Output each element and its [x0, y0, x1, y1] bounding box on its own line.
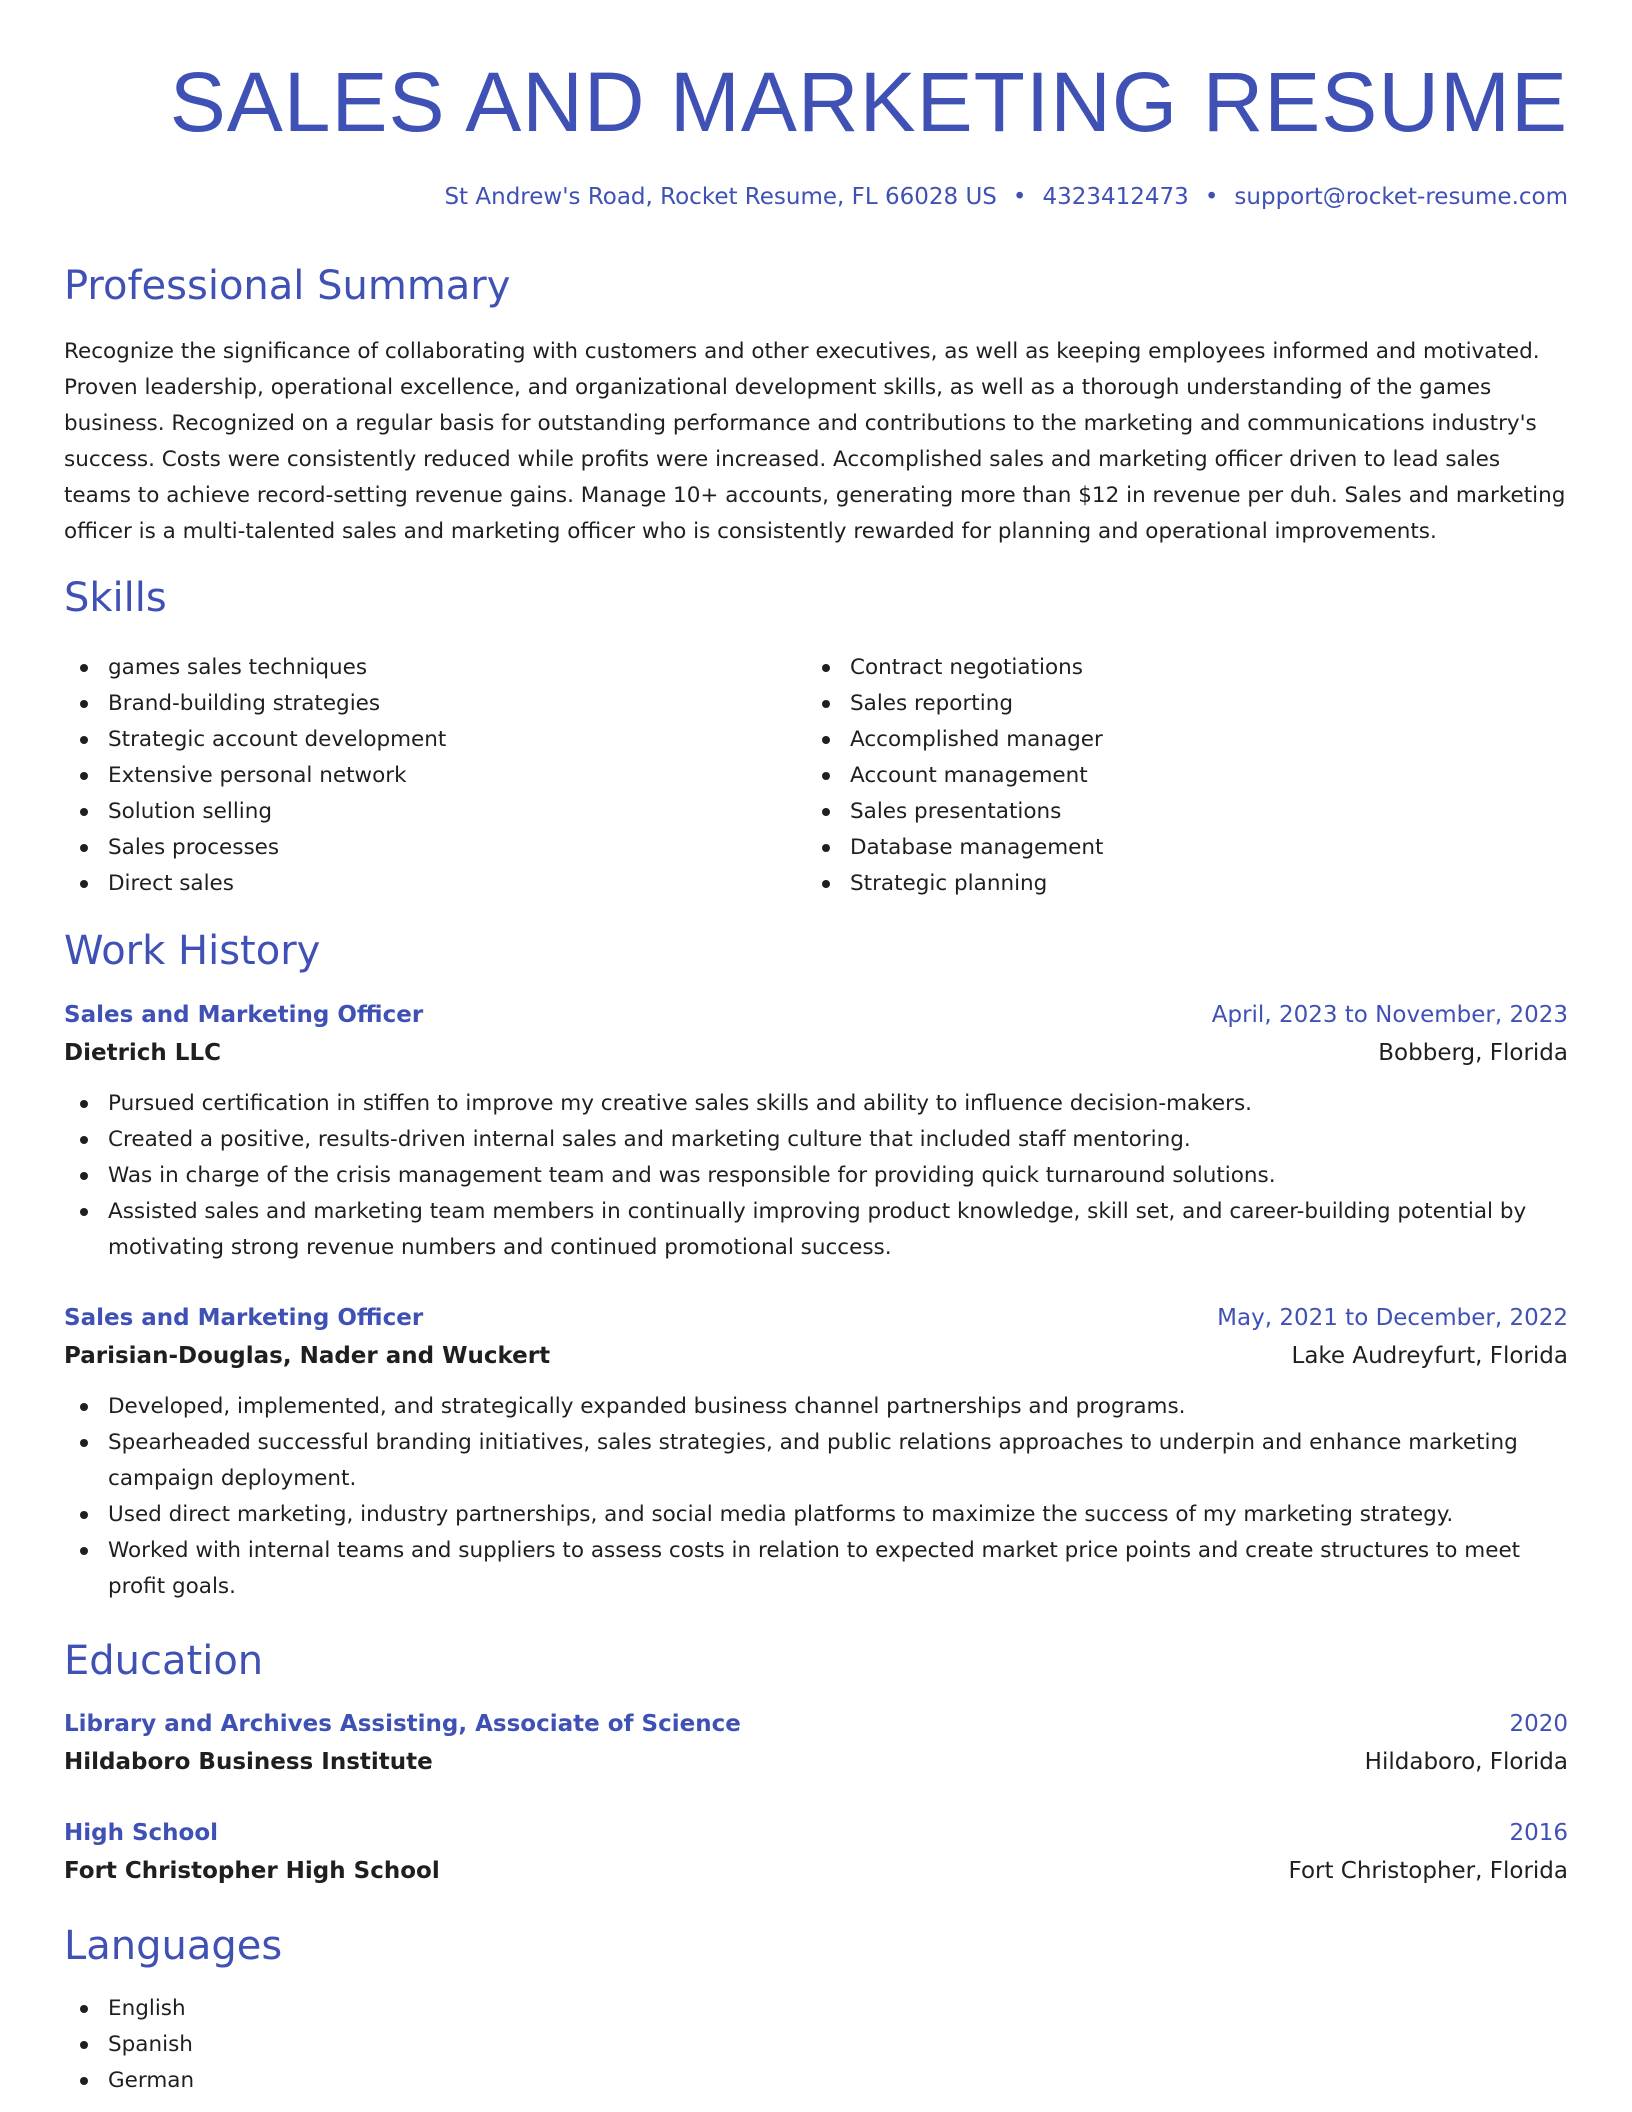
section-heading-education: Education: [64, 1638, 264, 1684]
resume-title: SALES AND MARKETING RESUME: [169, 55, 1568, 149]
job-title: Sales and Marketing Officer: [64, 1305, 424, 1331]
skill-item: Extensive personal network: [64, 758, 764, 794]
skill-item: Direct sales: [64, 866, 764, 902]
language-item: German: [64, 2063, 1568, 2099]
skill-item: Accomplished manager: [806, 722, 1506, 758]
education-school: Fort Christopher High School: [64, 1858, 440, 1884]
language-item: English: [64, 1991, 1568, 2027]
job-employer: Parisian-Douglas, Nader and Wuckert: [64, 1343, 551, 1369]
job-location: Lake Audreyfurt, Florida: [1291, 1343, 1568, 1369]
job-title: Sales and Marketing Officer: [64, 1002, 424, 1028]
skill-item: Strategic planning: [806, 866, 1506, 902]
languages-list: [64, 1991, 1568, 2099]
job-entry: [64, 1299, 1568, 1605]
education-location: Hildaboro, Florida: [1364, 1749, 1568, 1775]
education-year: 2016: [1509, 1820, 1568, 1846]
education-year: 2020: [1509, 1711, 1568, 1737]
section-heading-work-history: Work History: [64, 928, 321, 974]
skill-item: Brand-building strategies: [64, 686, 764, 722]
job-dates: April, 2023 to November, 2023: [1211, 1002, 1568, 1028]
job-bullet: Worked with internal teams and suppliers to assess costs in relation to expected market price points and create structures to meet profit goals.: [64, 1533, 1568, 1605]
job-bullet: Pursued certification in stiffen to improve my creative sales skills and ability to influence decision-makers.: [64, 1086, 1568, 1122]
language-item: Spanish: [64, 2027, 1568, 2063]
skill-item: Sales reporting: [806, 686, 1506, 722]
job-bullet: Spearheaded successful branding initiatives, sales strategies, and public relations approaches to underpin and enhance marketing campaign deployment.: [64, 1425, 1568, 1497]
contact-email[interactable]: support@rocket-resume.com: [1234, 184, 1568, 210]
education-location: Fort Christopher, Florida: [1288, 1858, 1568, 1884]
skill-item: games sales techniques: [64, 650, 764, 686]
contact-line: [444, 180, 1568, 214]
skills-column-left: [64, 650, 764, 902]
skill-item: Solution selling: [64, 794, 764, 830]
job-bullet: Assisted sales and marketing team members in continually improving product knowledge, skill set, and career-building potential by motivating strong revenue numbers and continued promotional success.: [64, 1194, 1568, 1266]
skill-item: Contract negotiations: [806, 650, 1506, 686]
skill-item: Sales presentations: [806, 794, 1506, 830]
contact-separator: •: [1204, 184, 1219, 210]
contact-separator: •: [1012, 184, 1027, 210]
education-degree: Library and Archives Assisting, Associate of Science: [64, 1711, 741, 1737]
job-bullet: Created a positive, results-driven internal sales and marketing culture that included staff mentoring.: [64, 1122, 1568, 1158]
job-entry: [64, 996, 1568, 1266]
education-entry: [64, 1705, 1568, 1781]
job-employer: Dietrich LLC: [64, 1040, 222, 1066]
section-heading-languages: Languages: [64, 1923, 283, 1969]
skill-item: Database management: [806, 830, 1506, 866]
education-entry: [64, 1814, 1568, 1890]
job-bullet: Was in charge of the crisis management team and was responsible for providing quick turnaround solutions.: [64, 1158, 1568, 1194]
job-bullet: Used direct marketing, industry partnerships, and social media platforms to maximize the success of my marketing strategy.: [64, 1497, 1568, 1533]
education-degree: High School: [64, 1820, 219, 1846]
job-dates: May, 2021 to December, 2022: [1217, 1305, 1568, 1331]
section-heading-skills: Skills: [64, 575, 167, 621]
contact-address: St Andrew's Road, Rocket Resume, FL 66028 US: [444, 184, 997, 210]
summary-text: Recognize the significance of collaborating with customers and other executives, as well as keeping employees informed and motivated. Proven leadership, operational excellence, and organizational development skills, as well as a thorough understanding of the games business. Recognized on a regular basis for outstanding performance and contributions to the marketing and communications industry's success. Costs were consistently reduced while profits were increased. Accomplished sales and marketing officer driven to lead sales teams to achieve record-setting revenue gains. Manage 10+ accounts, generating more than $12 in revenue per duh. Sales and marketing officer is a multi-talented sales and marketing officer who is consistently rewarded for planning and operational improvements.: [64, 339, 1566, 544]
education-school: Hildaboro Business Institute: [64, 1749, 433, 1775]
skills-column-right: [806, 650, 1506, 902]
section-heading-summary: Professional Summary: [64, 263, 511, 309]
job-location: Bobberg, Florida: [1378, 1040, 1568, 1066]
skill-item: Account management: [806, 758, 1506, 794]
skill-item: Sales processes: [64, 830, 764, 866]
skill-item: Strategic account development: [64, 722, 764, 758]
contact-phone[interactable]: 4323412473: [1042, 184, 1189, 210]
job-bullet: Developed, implemented, and strategically expanded business channel partnerships and programs.: [64, 1389, 1568, 1425]
